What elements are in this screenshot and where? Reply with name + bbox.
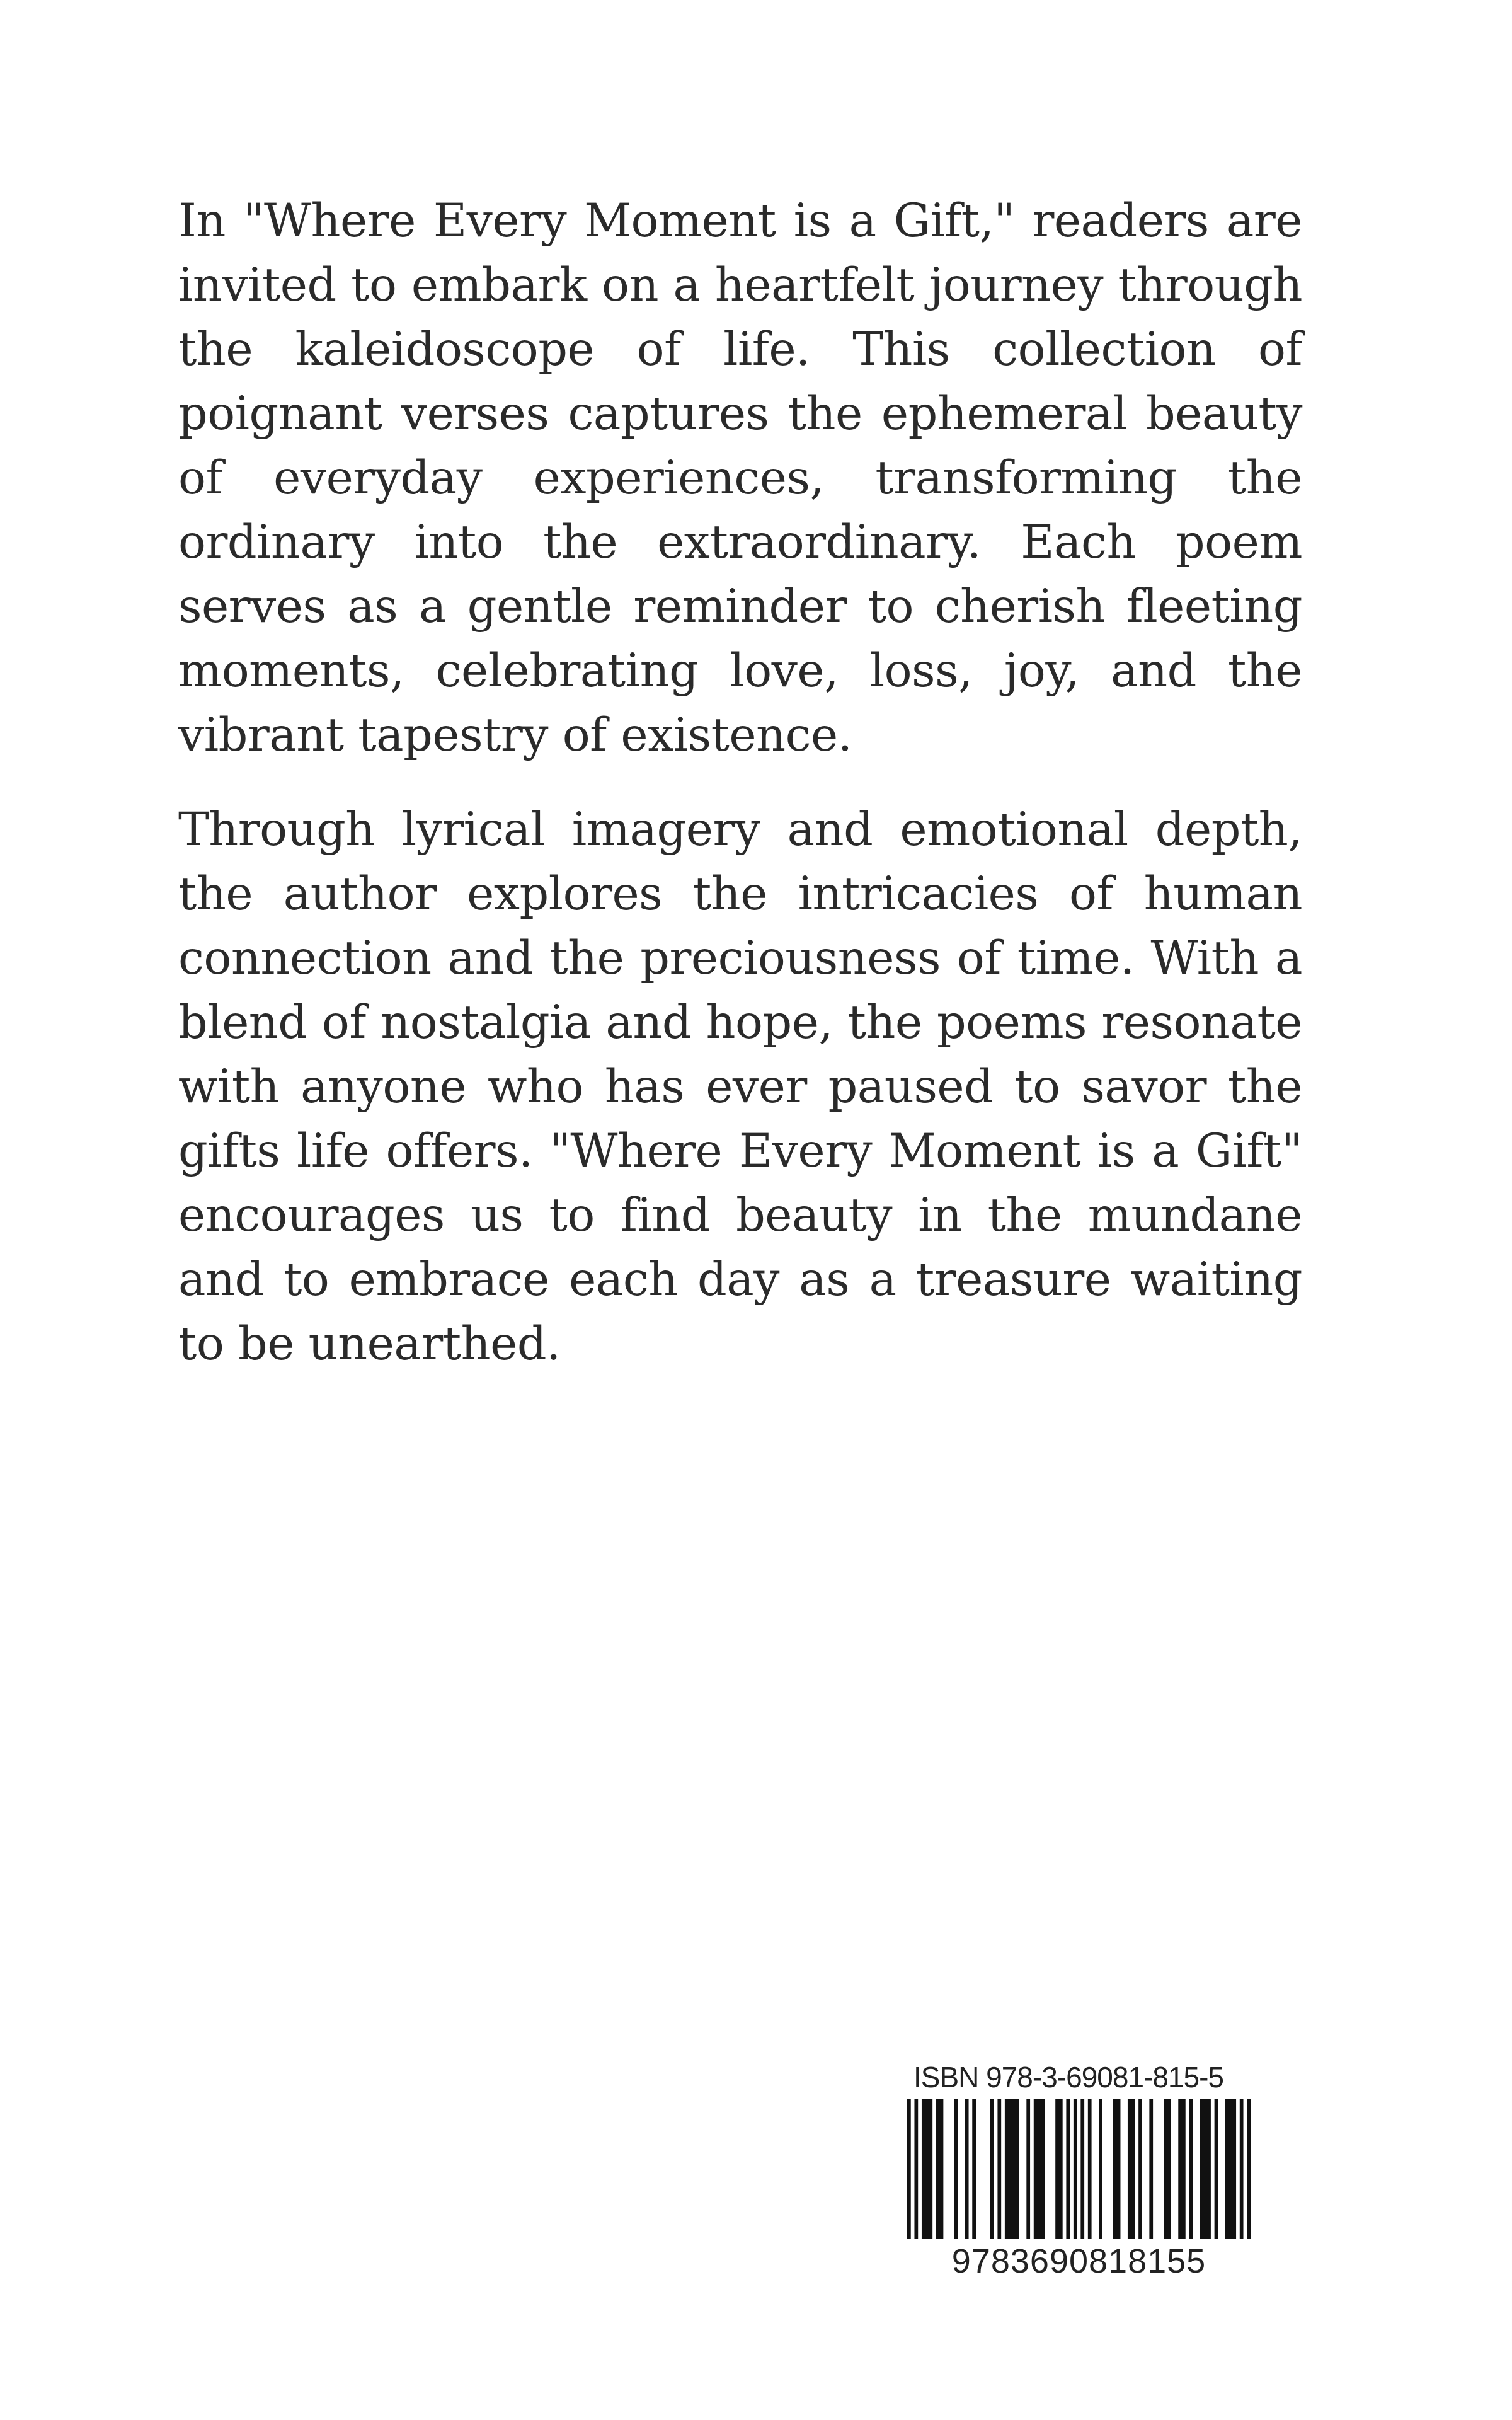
barcode-bar [997,2099,1001,2238]
barcode-bar [954,2099,958,2238]
barcode-bar [914,2099,918,2238]
barcode-bar [972,2099,976,2238]
barcode-bar [922,2099,932,2238]
barcode-bar [1138,2099,1142,2238]
barcode-bar [936,2099,943,2238]
barcode-bar [1074,2099,1077,2238]
barcode-bar [1005,2099,1019,2238]
barcode-bar [1149,2099,1153,2238]
barcode-bar [907,2099,911,2238]
barcode-bar [1034,2099,1045,2238]
barcode-bar [1215,2099,1218,2238]
barcode-bar [990,2099,994,2238]
barcode-bar [1066,2099,1070,2238]
barcode-bar [1164,2099,1171,2238]
barcode-bar [1055,2099,1062,2238]
barcode-bar [1080,2099,1084,2238]
description-paragraph-2: Through lyrical imagery and emotional depth, the author explores the intricacies of human connection and the preciousness of time. With a blend of nostalgia and hope, the poems resonate with anyone who has ever paused to savor the gifts life offers. "Where Every Moment is a Gift" encourages us to find beauty in the mundane and to embrace each day as a treasure waiting to be unearthed. [178,803,1302,1371]
description-paragraph-1: In "Where Every Moment is a Gift," readers are invited to embark on a heartfelt journey through the kaleidoscope of life. This collection of poignant verses captures the ephemeral beauty of everyday experiences, transforming the ordinary into the extraordinary. Each poem serves as a gentle reminder to cherish fleeting moments, celebrating love, loss, joy, and the vibrant tapestry of existence. [178,194,1302,762]
book-description [178,189,1302,1376]
barcode-bar [1225,2099,1236,2238]
barcode-bar [1113,2099,1120,2238]
barcode-bar [1026,2099,1030,2238]
barcode-bar [1240,2099,1244,2238]
barcode-bar [1200,2099,1211,2238]
barcode-bar [1189,2099,1193,2238]
barcode-bar [1247,2099,1251,2238]
isbn-barcode-block [907,2060,1251,2286]
barcode-bar [1099,2099,1102,2238]
isbn-label: ISBN 978-3-69081-815-5 [914,2061,1223,2094]
barcode-bar [965,2099,969,2238]
barcode-bar [1088,2099,1092,2238]
barcode-number: 9783690818155 [951,2242,1206,2280]
barcode-bar [1128,2099,1135,2238]
barcode-bar [1178,2099,1185,2238]
barcode-bars [907,2099,1251,2238]
